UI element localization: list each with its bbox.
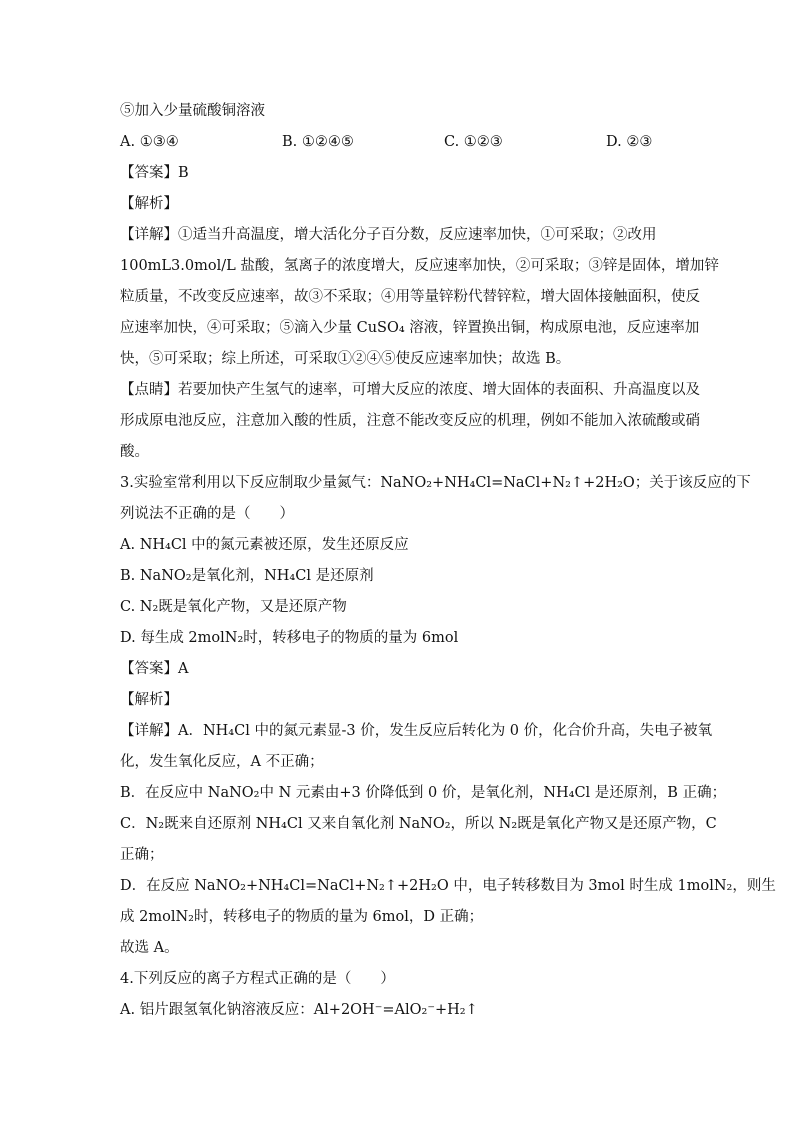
q3-detail-line: C．N₂既来自还原剂 NH₄Cl 又来自氧化剂 NaNO₂，所以 N₂既是氧化产物又是还原产物，C (120, 816, 717, 832)
q3-detail-line: 故选 A。 (120, 940, 179, 956)
q4-stem: 4.下列反应的离子方程式正确的是（ ） (120, 971, 395, 987)
q2-option-d: D. ②③ (606, 134, 653, 150)
q2-detail-line: 【详解】①适当升高温度，增大活化分子百分数，反应速率加快，①可采取；②改用 (120, 227, 657, 243)
q2-detail-line: 应速率加快，④可采取；⑤滴入少量 CuSO₄ 溶液，锌置换出铜，构成原电池，反应速率加 (120, 320, 700, 336)
q2-analysis-heading: 【解析】 (120, 196, 178, 212)
document-page (120, 96, 776, 1026)
q4-option-a: A. 铝片跟氢氧化钠溶液反应：Al+2OH⁻=AlO₂⁻+H₂↑ (120, 1002, 478, 1018)
q3-option-a: A. NH₄Cl 中的氮元素被还原，发生还原反应 (120, 537, 409, 553)
q3-detail-line: 【详解】A．NH₄Cl 中的氮元素显-3 价，发生反应后转化为 0 价，化合价升高，失电子被氧 (120, 723, 713, 739)
q2-answer: 【答案】B (120, 165, 189, 181)
q2-option-b: B. ①②④⑤ (282, 134, 354, 150)
q3-option-c: C. N₂既是氧化产物，又是还原产物 (120, 599, 347, 615)
q2-options (120, 127, 680, 158)
q3-detail-line: 正确； (120, 847, 164, 863)
q3-stem-line: 列说法不正确的是（ ） (120, 506, 294, 522)
q2-detail-line: 快，⑤可采取；综上所述，可采取①②④⑤使反应速率加快；故选 B。 (120, 351, 571, 367)
q3-option-b: B. NaNO₂是氧化剂，NH₄Cl 是还原剂 (120, 568, 374, 584)
q2-detail-line: 粒质量，不改变反应速率，故③不采取；④用等量锌粉代替锌粒，增大固体接触面积，使反 (120, 289, 700, 305)
q3-stem-line: 3.实验室常利用以下反应制取少量氮气：NaNO₂+NH₄Cl=NaCl+N₂↑+2H₂O；关于该反应的下 (120, 475, 751, 491)
q3-detail-line: B．在反应中 NaNO₂中 N 元素由+3 价降低到 0 价，是氧化剂，NH₄Cl 是还原剂，B 正确； (120, 785, 727, 801)
q2-tips-line: 形成原电池反应，注意加入酸的性质，注意不能改变反应的机理，例如不能加入浓硫酸或硝 (120, 413, 700, 429)
q2-option-c: C. ①②③ (444, 134, 503, 150)
q3-analysis-heading: 【解析】 (120, 692, 178, 708)
q2-option-a: A. ①③④ (120, 134, 179, 150)
q2-item5: ⑤加入少量硫酸铜溶液 (120, 103, 265, 119)
q3-answer: 【答案】A (120, 661, 189, 677)
q3-option-d: D. 每生成 2molN₂时，转移电子的物质的量为 6mol (120, 630, 459, 646)
q2-tips-line: 【点睛】若要加快产生氢气的速率，可增大反应的浓度、增大固体的表面积、升高温度以及 (120, 382, 700, 398)
q2-tips-line: 酸。 (120, 444, 149, 460)
q3-detail-line: D．在反应 NaNO₂+NH₄Cl=NaCl+N₂↑+2H₂O 中，电子转移数目为 3mol 时生成 1molN₂，则生 (120, 878, 776, 894)
q2-detail-line: 100mL3.0mol/L 盐酸，氢离子的浓度增大，反应速率加快，②可采取；③锌是固体，增加锌 (120, 258, 719, 274)
q3-detail-line: 化，发生氧化反应，A 不正确； (120, 754, 324, 770)
q3-detail-line: 成 2molN₂时，转移电子的物质的量为 6mol，D 正确； (120, 909, 484, 925)
